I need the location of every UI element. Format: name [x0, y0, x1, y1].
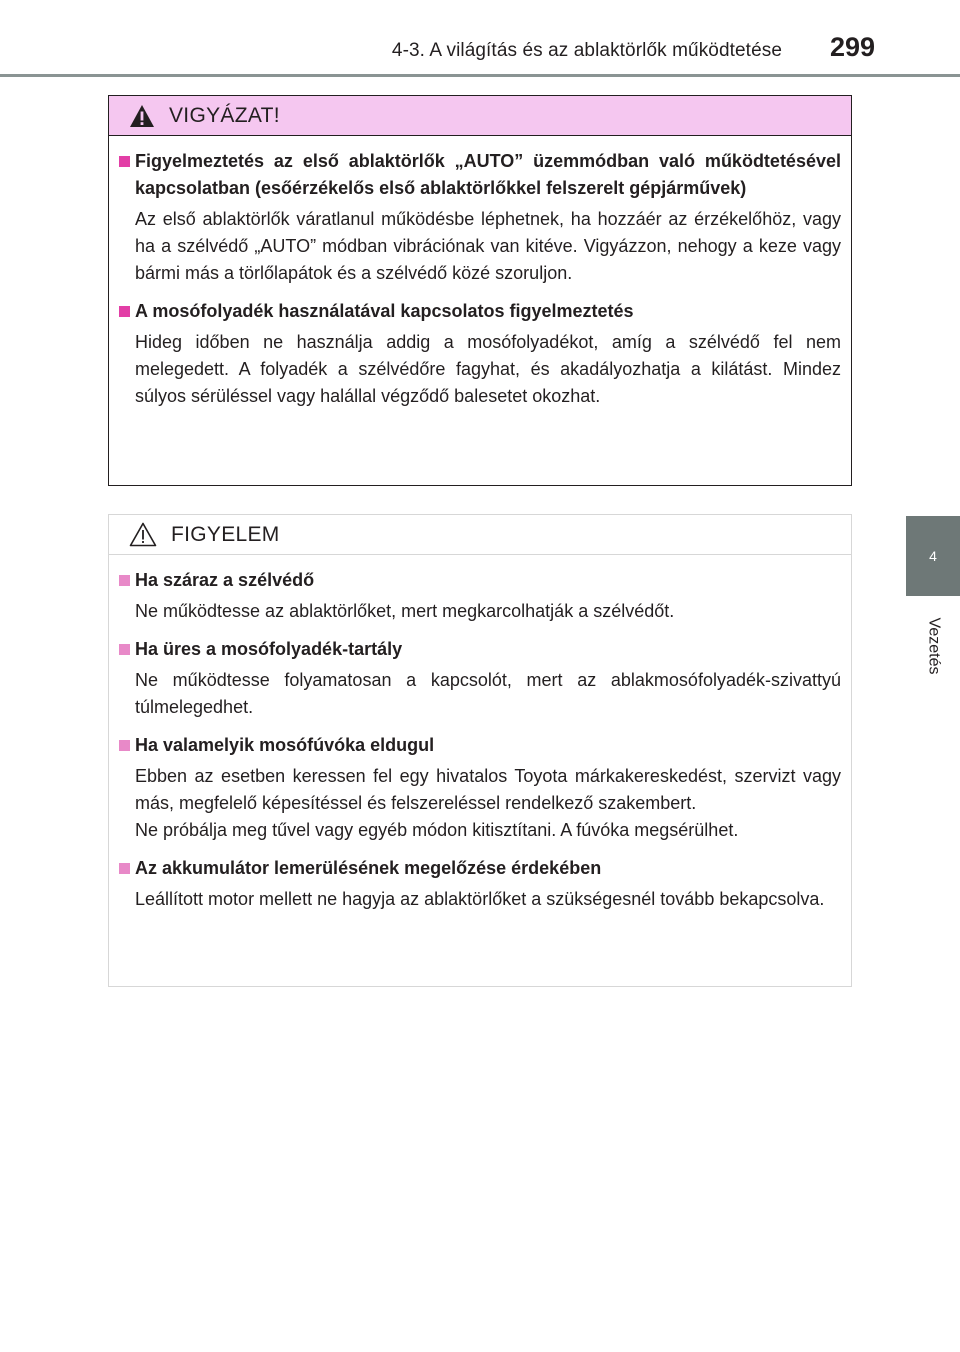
- section-title: 4-3. A világítás és az ablaktörlők működtetése: [391, 40, 782, 61]
- chapter-tab: [906, 516, 960, 596]
- bullet-square-icon: [119, 156, 130, 167]
- notice-box-header: [109, 515, 851, 555]
- warning-item-title: A mosófolyadék használatával kapcsolatos figyelmeztetés: [119, 298, 841, 325]
- warning-triangle-icon: [129, 104, 155, 128]
- notice-item: [119, 567, 841, 625]
- notice-box-heading: FIGYELEM: [171, 522, 280, 546]
- notice-item-title: Az akkumulátor lemerülésének megelőzése érdekében: [119, 855, 841, 882]
- paragraph: Leállított motor mellett ne hagyja az ablaktörlőket a szükségesnél tovább bekapcsolva.: [135, 889, 825, 909]
- paragraph: Ne próbálja meg tűvel vagy egyéb módon kitisztítani. A fúvóka megsérülhet.: [135, 820, 739, 840]
- notice-box-body: [109, 555, 851, 913]
- notice-item: [119, 855, 841, 913]
- warning-item-text: [119, 206, 841, 287]
- page-number: 299: [830, 32, 876, 62]
- paragraph: Az első ablaktörlők váratlanul működésbe léphetnek, ha hozzáér az érzékelőhöz, vagy ha a szélvédő „AUTO” módban vibrációnak van kitéve. Vigyázzon, nehogy a keze vagy bármi más a törlőlapátok és a szélvédő közé szoruljon.: [135, 209, 841, 283]
- header-divider: [0, 74, 960, 77]
- notice-item: [119, 732, 841, 844]
- bullet-square-icon: [119, 306, 130, 317]
- chapter-number: 4: [929, 548, 937, 564]
- chapter-label-container: [906, 596, 960, 696]
- paragraph: Ne működtesse az ablaktörlőket, mert megkarcolhatják a szélvédőt.: [135, 601, 675, 621]
- warning-box-heading: VIGYÁZAT!: [169, 103, 280, 127]
- notice-item-text: [119, 763, 841, 844]
- notice-item-title: Ha üres a mosófolyadék-tartály: [119, 636, 841, 663]
- paragraph: Ebben az esetben keressen fel egy hivatalos Toyota márkakereskedést, szervizt vagy más, megfelelő képesítéssel és felszereléssel rendelkező szakembert.: [135, 766, 841, 813]
- bullet-square-icon: [119, 863, 130, 874]
- warning-box: [108, 95, 852, 486]
- chapter-label: Vezetés: [925, 617, 942, 675]
- warning-item-title: Figyelmeztetés az első ablaktörlők „AUTO” üzemmódban való működtetésével kapcsolatban (esőérzékelős első ablaktörlőkkel felszerelt gépjárművek): [119, 148, 841, 202]
- warning-item: [119, 148, 841, 287]
- paragraph: Hideg időben ne használja addig a mosófolyadékot, amíg a szélvédő fel nem melegedett. A folyadék a szélvédőre fagyhat, és akadályozhatja a kilátást. Mindez súlyos sérüléssel vagy halállal végződő balesetet okozhat.: [135, 332, 841, 406]
- notice-item-title: Ha száraz a szélvédő: [119, 567, 841, 594]
- bullet-square-icon: [119, 575, 130, 586]
- warning-item-text: [119, 329, 841, 410]
- notice-box: [108, 514, 852, 987]
- warning-box-body: [109, 136, 851, 410]
- notice-item-title: Ha valamelyik mosófúvóka eldugul: [119, 732, 841, 759]
- bullet-square-icon: [119, 740, 130, 751]
- notice-item-text: [119, 886, 841, 913]
- notice-item-text: [119, 598, 841, 625]
- notice-item: [119, 636, 841, 721]
- warning-item: [119, 298, 841, 410]
- paragraph: Ne működtesse folyamatosan a kapcsolót, mert az ablakmosófolyadék-szivattyú túlmelegedhet.: [135, 670, 841, 717]
- bullet-square-icon: [119, 644, 130, 655]
- notice-item-text: [119, 667, 841, 721]
- warning-box-header: [109, 96, 851, 136]
- caution-triangle-outline-icon: [129, 522, 157, 547]
